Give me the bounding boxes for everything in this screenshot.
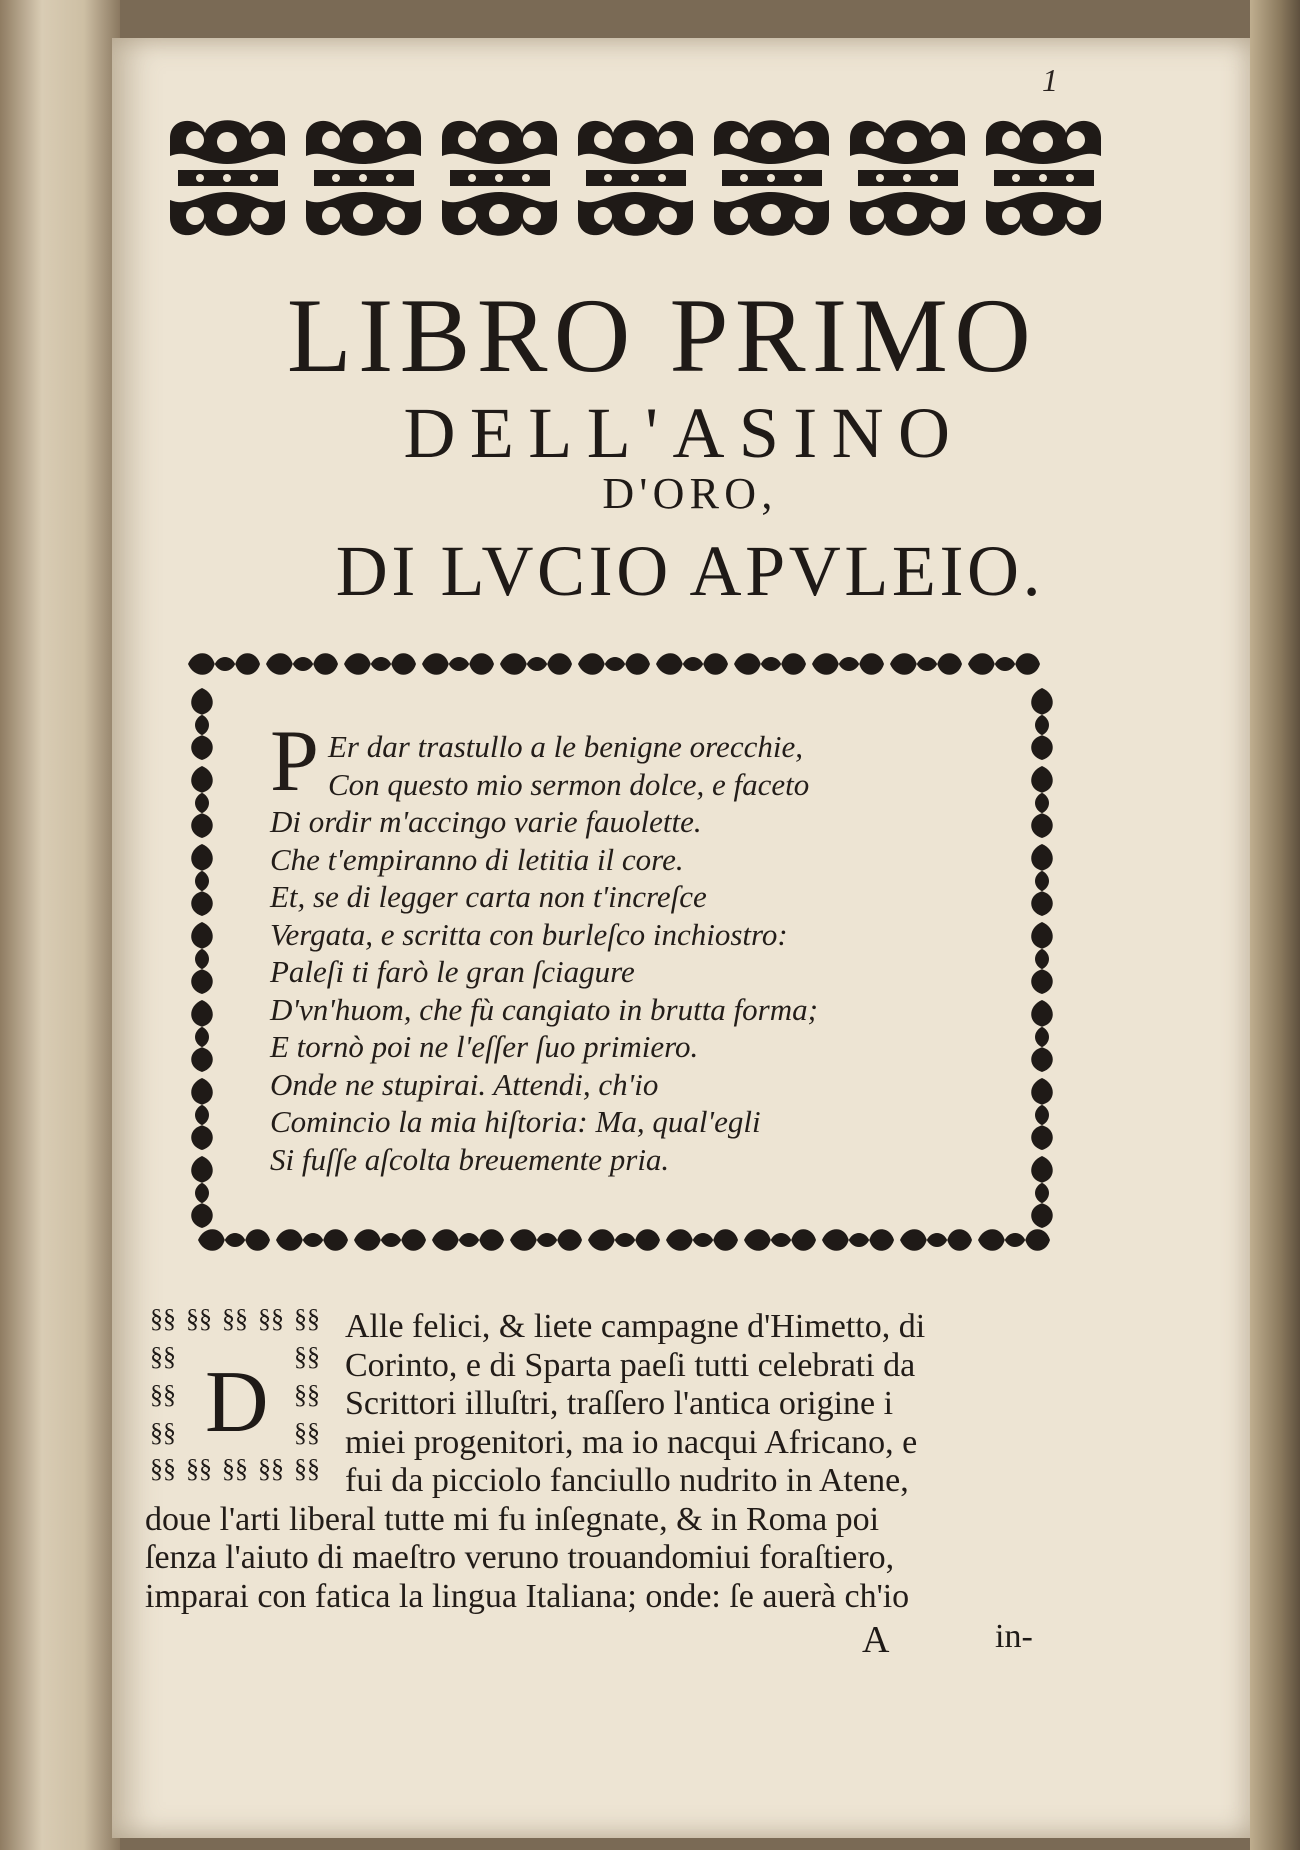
poem-line: Comincio la mia hiſtoria: Ma, qual'egli (270, 1104, 761, 1139)
title-lucio-apuleio: DI LVCIO APVLEIO. (335, 531, 1045, 611)
poem-line: Che t'empiranno di letitia il core. (270, 841, 684, 877)
title-d-oro: D'ORO, (602, 469, 778, 518)
title-libro-primo: LIBRO PRIMO (286, 277, 1038, 394)
poem-block (270, 713, 1030, 1178)
page-number: 1 (1042, 62, 1058, 98)
prose-line: fui da picciolo fanciullo nudrito in Atene, (345, 1462, 909, 1499)
poem-line: E tornò poi ne l'eſſer ſuo primiero. (270, 1029, 699, 1064)
prose-block (145, 1308, 1103, 1616)
poem-line: Di ordir m'accingo varie fauolette. (270, 804, 702, 839)
prose-initial-d: D (205, 1354, 269, 1451)
prose-line: ſenza l'aiuto di maeſtro veruno trouandomiui foraſtiero, (145, 1539, 895, 1576)
prose-line: Scrittori illuſtri, traſſero l'antica origine i (345, 1385, 894, 1422)
prose-line: imparai con fatica la lingua Italiana; onde: ſe auerà ch'io (145, 1577, 910, 1615)
prose-line: Alle felici, & liete campagne d'Himetto, di (345, 1308, 926, 1345)
title-dell-asino: DELL'ASINO (403, 393, 965, 473)
catchword: in- (995, 1618, 1033, 1655)
prose-line: miei progenitori, ma io nacqui Africano, e (345, 1423, 918, 1461)
poem-line: Vergata, e scritta con burleſco inchiostro: (270, 916, 788, 952)
prose-line: Corinto, e di Sparta paeſi tutti celebrati da (345, 1346, 916, 1384)
signature-mark: A (862, 1619, 890, 1661)
poem-line: D'vn'huom, che fù cangiato in brutta forma; (270, 991, 818, 1027)
poem-line: Onde ne stupirai. Attendi, ch'io (270, 1066, 659, 1102)
poem-line: Et, se di legger carta non t'increſce (270, 879, 707, 914)
poem-line: Con questo mio sermon dolce, e faceto (328, 766, 810, 802)
poem-line: Si fuſſe aſcolta breuemente pria. (270, 1141, 670, 1177)
poem-line: Paleſi ti farò le gran ſciagure (270, 954, 635, 989)
prose-line: doue l'arti liberal tutte mi fu inſegnate, & in Roma poi (145, 1500, 880, 1538)
poem-line: Er dar trastullo a le benigne orecchie, (328, 729, 803, 764)
poem-initial-p: P (270, 713, 319, 810)
ornamental-headpiece (160, 108, 1104, 248)
